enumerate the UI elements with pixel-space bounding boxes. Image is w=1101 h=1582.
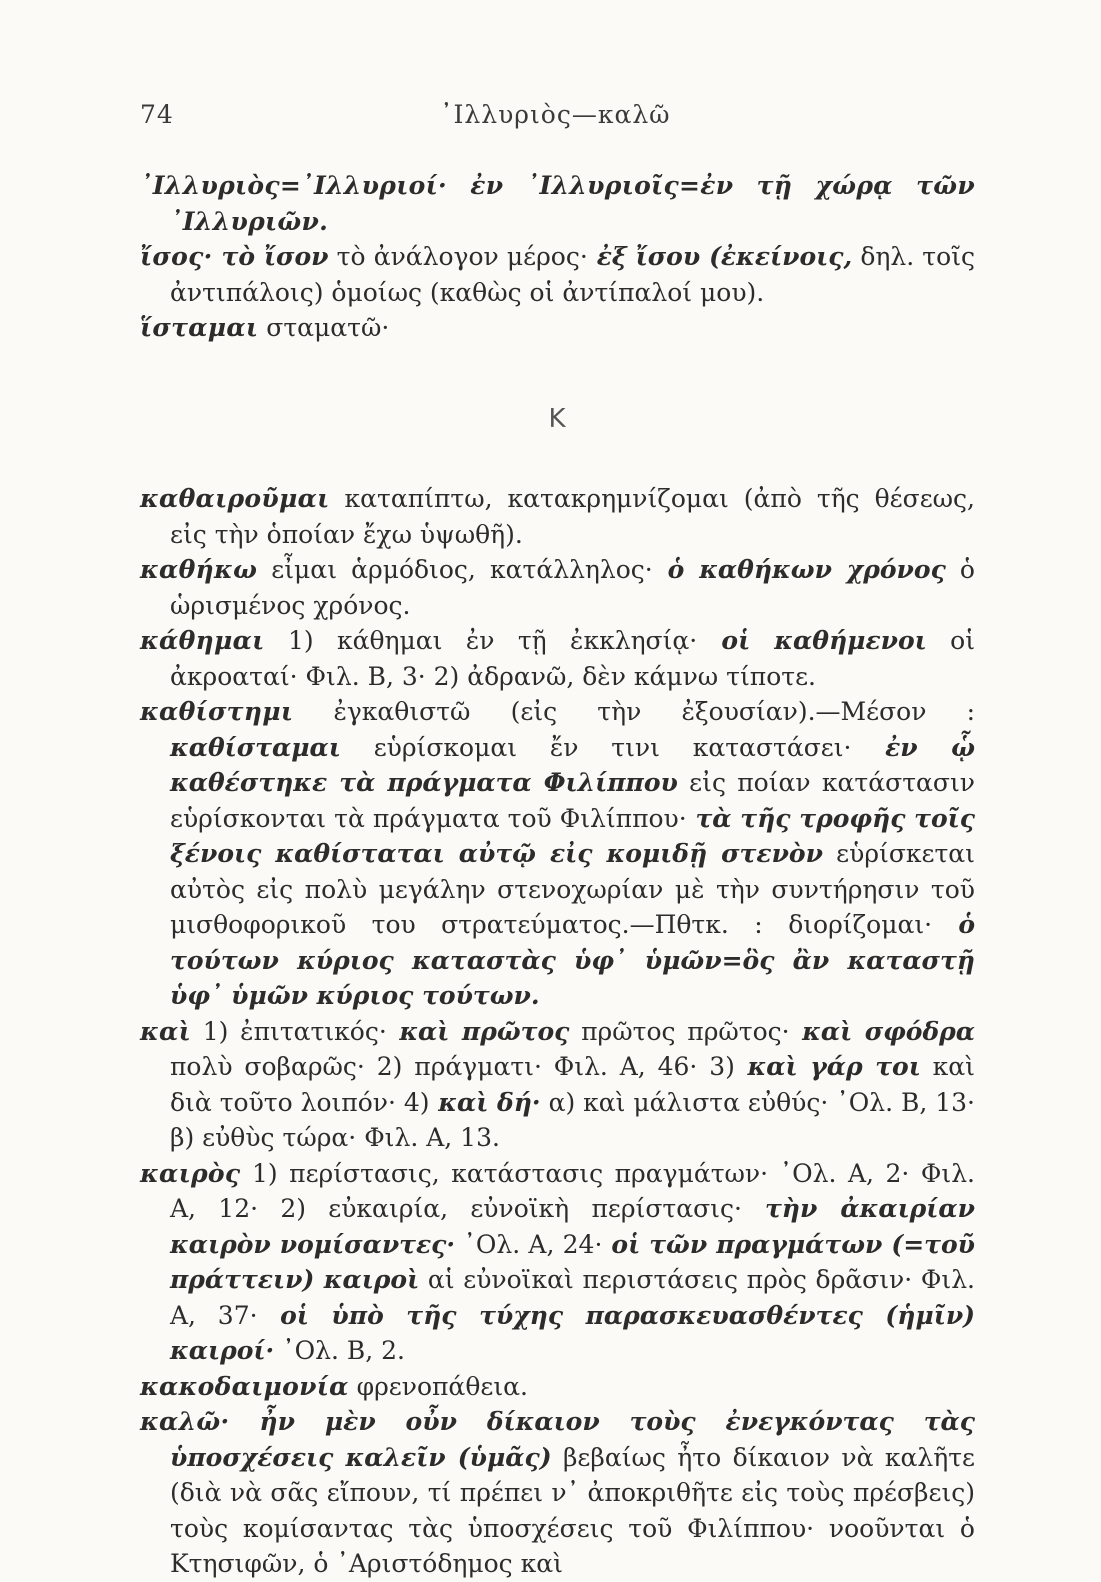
running-head — [140, 100, 970, 140]
entry-kai — [140, 1014, 975, 1156]
page-number: 74 — [140, 100, 174, 129]
headword: κάθημαι — [140, 626, 265, 655]
entry-kathimai — [140, 623, 975, 694]
definition-text: 1) ἐπιτατικός· — [190, 1016, 387, 1046]
entry-isos — [140, 239, 975, 310]
headword: καθήκω — [140, 555, 258, 584]
example-phrase: ἦν μὲν οὖν δίκαιον τοὺς ἐνεγκόντας τὰς ὑποσχέσεις καλεῖν (ὑμᾶς) — [170, 1407, 975, 1472]
entry-istamai — [140, 310, 975, 346]
example-phrase: καὶ πρῶτος — [386, 1016, 570, 1046]
definition-text: εὑρίσκομαι ἔν τινι καταστάσει· — [340, 732, 852, 762]
definition-text: ᾿Ολ. Α, 24· — [455, 1229, 603, 1259]
headword: καθίστημι — [140, 697, 294, 726]
definition-text: εἰς ποίαν κατάστασιν εὑρίσκονται τὰ πράγματα τοῦ Φιλίππου· — [170, 768, 975, 833]
example-phrase: ὁ τούτων κύριος καταστὰς ὑφ᾿ ὑμῶν=ὃς ἂν καταστῇ ὑφ᾿ ὑμῶν κύριος τούτων. — [170, 910, 975, 1010]
example-phrase: καὶ γάρ τοι — [734, 1052, 921, 1081]
headword: ἴσος· — [140, 242, 213, 271]
example-phrase: καθίσταμαι — [170, 732, 341, 762]
definition-text: τὸ ἀνάλογον μέρος· — [328, 242, 588, 271]
headword: ᾿Ιλλυριὸς=᾿Ιλλυριοί· ἐν ᾿Ιλλυριοῖς=ἐν τῇ χώρᾳ τῶν ᾿Ιλλυριῶν. — [140, 171, 975, 236]
definition-text: εὑρίσκεται αὐτὸς εἰς πολὺ μεγάλην στενοχωρίαν μὲ τὴν συντήρησιν τοῦ μισθοφορικοῦ του στρατεύματος.—Πθτκ. : διορίζομαι· — [170, 839, 975, 939]
definition-text: δηλ. τοῖς ἀντιπάλοις) ὁμοίως (καθὼς οἱ ἀντίπαλοί μου). — [170, 242, 975, 307]
definition-text: πολὺ σοβαρῶς· 2) πράγματι· Φιλ. Α, 46· 3) — [170, 1052, 735, 1081]
definition-text: φρενοπάθεια. — [348, 1371, 528, 1401]
entry-kathairoumai — [140, 481, 975, 552]
example-phrase: ἐν ᾧ καθέστηκε τὰ πράγματα Φιλίππου — [170, 732, 975, 797]
entry-kalo — [140, 1404, 975, 1582]
example-phrase: ἐξ ἴσου (ἐκείνοις, — [587, 242, 853, 271]
example-phrase: τὰ τῆς τροφῆς τοῖς ξένοις καθίσταται αὐτῷ εἰς κομιδῇ στενὸν — [170, 803, 975, 868]
definition-text: καταπίπτω, κατακρημνίζομαι (ἀπὸ τῆς θέσεως, εἰς τὴν ὁποίαν ἔχω ὑψωθῆ). — [170, 484, 975, 549]
definition-text: βεβαίως ἦτο δίκαιον νὰ καλῆτε (διὰ νὰ σᾶς εἴπουν, τί πρέπει ν᾿ ἀποκριθῆτε εἰς τοὺς πρέσβεις) τοὺς κομίσαντας τὰς ὑποσχέσεις τοῦ Φιλίππου· νοοῦνται ὁ Κτησιφῶν, ὁ ᾿Αριστόδημος καὶ — [170, 1442, 975, 1578]
definition-text: σταματῶ· — [258, 313, 390, 342]
definition-text: 1) κάθημαι ἐν τῇ ἐκκλησίᾳ· — [264, 626, 698, 655]
definition-text: 1) περίστασις, κατάστασις πραγμάτων· ᾿Ολ. Α, 2· Φιλ. Α, 12· 2) εὐκαιρία, εὐνοϊκὴ περίστασις· — [170, 1158, 975, 1223]
definition-text: ὁ ὡρισμένος χρόνος. — [170, 555, 975, 620]
headword: κακοδαιμονία — [140, 1371, 349, 1401]
example-phrase: καὶ σφόδρα — [789, 1016, 976, 1046]
example-phrase: οἱ τῶν πραγμάτων (=τοῦ πράττειν) καιροὶ — [170, 1229, 975, 1294]
definition-text: εἶμαι ἁρμόδιος, κατάλληλος· — [257, 555, 653, 584]
example-phrase: τὴν ἀκαιρίαν καιρὸν νομίσαντες· — [170, 1194, 975, 1259]
running-title: ᾿Ιλλυριὸς—καλῶ — [440, 100, 671, 129]
example-phrase: οἱ ὑπὸ τῆς τύχης παρασκευασθέντες (ἡμῖν) καιροί· — [170, 1300, 975, 1365]
headword: καιρὸς — [140, 1158, 241, 1188]
headword: καλῶ· — [140, 1407, 230, 1436]
entry-kakodaimonia — [140, 1369, 975, 1405]
definition-text: α) καὶ μάλιστα εὐθύς· ᾿Ολ. Β, 13· β) εὐθὺς τώρα· Φιλ. Α, 13. — [170, 1087, 975, 1152]
definition-text: αἱ εὐνοϊκαὶ περιστάσεις πρὸς δρᾶσιν· Φιλ. Α, 37· — [170, 1265, 975, 1330]
definition-text: πρῶτος πρῶτος· — [569, 1016, 790, 1046]
section-letter: Κ — [548, 403, 567, 434]
entry-illyrios — [140, 168, 975, 239]
definition-text: καὶ διὰ τοῦτο λοιπόν· 4) — [170, 1052, 975, 1117]
example-phrase: οἱ καθήμενοι — [697, 626, 927, 655]
definition-text: ἐγκαθιστῶ (εἰς τὴν ἐξουσίαν).—Μέσον : — [293, 697, 975, 726]
example-phrase: ὁ καθήκων χρόνος — [652, 555, 946, 584]
headword: ἵσταμαι — [140, 313, 259, 342]
example-phrase: καὶ δή· — [429, 1087, 541, 1117]
entry-kathistimi — [140, 694, 975, 1014]
example-phrase: τὸ ἴσον — [212, 242, 329, 271]
definition-text: οἱ ἀκροαταί· Φιλ. Β, 3· 2) ἀδρανῶ, δὲν κάμνω τίποτε. — [170, 626, 976, 691]
headword: καὶ — [140, 1016, 191, 1046]
entry-kathiko — [140, 552, 975, 623]
entry-kairos — [140, 1156, 975, 1369]
definition-text: ᾿Ολ. Β, 2. — [274, 1336, 405, 1365]
entry-list — [140, 168, 975, 1582]
headword: καθαιροῦμαι — [140, 484, 330, 513]
